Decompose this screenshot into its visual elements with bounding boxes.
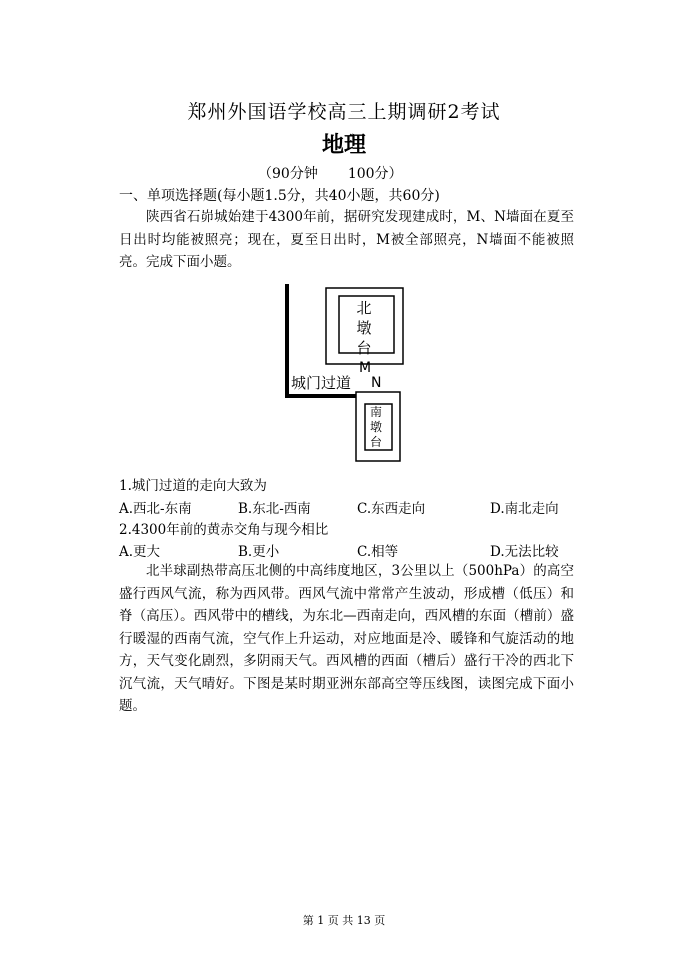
n-label: N bbox=[371, 375, 382, 391]
q2-option-b: B.更小 bbox=[238, 544, 280, 560]
exam-score: 100分） bbox=[347, 166, 403, 182]
page-footer: 第 1 页 共 13 页 bbox=[302, 914, 386, 927]
exam-title: 郑州外国语学校高三上期调研2考试 bbox=[187, 101, 501, 123]
q2-option-d: D.无法比较 bbox=[490, 544, 559, 560]
section-heading: 一、单项选择题(每小题1.5分，共40小题，共60分) bbox=[119, 188, 440, 204]
q1-option-d: D.南北走向 bbox=[490, 501, 559, 517]
north-tower-label: 北墩台 bbox=[356, 299, 372, 357]
subject-title: 地理 bbox=[321, 133, 366, 158]
exam-time: （90分钟 bbox=[258, 166, 318, 182]
question-1: 1.城门过道的走向大致为 bbox=[119, 478, 267, 494]
passage-2-text: 北半球副热带高压北侧的中高纬度地区，3公里以上（500hPa）的高空盛行西风气流，称为西风带。西风气流中常常产生波动，形成槽（低压）和脊（高压）。西风带中的槽线，为东北—西南走向，西风槽的东面（槽前）盛行暖湿的西南气流，空气作上升运动，对应地面是冷、暖锋和气旋活动的地方，天气变化剧烈，多阴雨天气。西风槽的西面（槽后）盛行干冷的西北下沉气流，天气晴好。下图是某时期亚洲东部高空等压线图，读图完成下面小题。 bbox=[119, 563, 574, 714]
question-2: 2.4300年前的黄赤交角与现今相比 bbox=[119, 522, 329, 538]
q2-option-a: A.更大 bbox=[119, 544, 161, 560]
q2-option-c: C.相等 bbox=[357, 544, 399, 560]
passage-label: 城门过道 bbox=[291, 374, 352, 392]
passage-1-text: 陕西省石峁城始建于4300年前，据研究发现建成时，M、N墙面在夏至日出时均能被照亮；现在，夏至日出时，M被全部照亮，N墙面不能被照亮。完成下面小题。 bbox=[119, 209, 574, 270]
q1-option-c: C.东西走向 bbox=[357, 501, 426, 517]
passage-2 bbox=[119, 560, 574, 718]
q1-option-b: B.东北-西南 bbox=[238, 501, 311, 517]
q1-option-a: A.西北-东南 bbox=[119, 501, 192, 517]
passage-1 bbox=[119, 206, 574, 274]
m-label: M bbox=[359, 360, 372, 376]
south-tower-label: 南墩台 bbox=[369, 405, 382, 449]
exam-meta bbox=[258, 163, 403, 183]
